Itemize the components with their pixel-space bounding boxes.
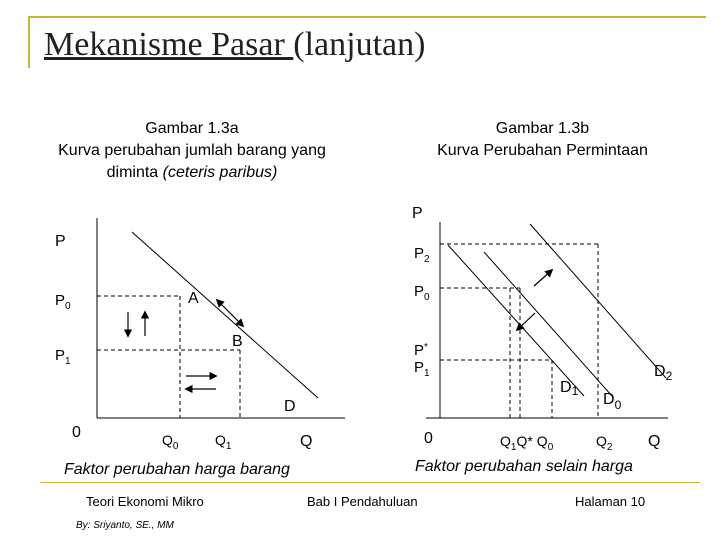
- figure-a-quantity-label-q0: $Q_0$: [162, 432, 179, 452]
- figure-a-origin: 0: [72, 424, 81, 441]
- figure-b-demand-curve-d1: [448, 245, 584, 396]
- figure-a-caption-line3-italic: (ceteris paribus): [162, 164, 278, 181]
- figure-a-caption-line2: Kurva perubahan jumlah barang yang: [58, 142, 326, 159]
- figure-a-arrow-along-curve: [217, 300, 243, 326]
- figure-a-quantity-label-q1: $Q_1$: [215, 432, 232, 452]
- figure-b-diagram: [412, 205, 673, 475]
- figure-b-origin: 0: [424, 430, 433, 447]
- figure-a-curve-label: D: [284, 398, 296, 415]
- figure-b-curve-label-d1: D1: [560, 379, 579, 398]
- figure-a-demand-curve: [132, 232, 318, 398]
- figure-b-caption-line2: Kurva Perubahan Permintaan: [437, 142, 648, 159]
- figure-b-quantity-label-q1: Q: [500, 433, 511, 449]
- figure-b-price-label-p1: $P_1$: [414, 359, 430, 379]
- figure-b-arrow-shift-left: [517, 313, 535, 330]
- figure-a-x-label: Q: [300, 433, 313, 450]
- figure-b-y-label: P: [412, 205, 423, 222]
- figure-b-arrow-shift-right: [534, 270, 552, 286]
- figure-a-caption-line1: Gambar 1.3a: [145, 120, 239, 137]
- footer-author: By: Sriyanto, SE., MM: [76, 520, 174, 531]
- figure-a-price-label-p0: $P_0$: [55, 292, 71, 312]
- figure-b-curve-label-d0: $D_0$: [603, 391, 622, 412]
- figure-a-diagram: [55, 218, 345, 478]
- figure-b-price-label-pstar: P*: [414, 342, 428, 359]
- figure-b-quantity-label-qstar: Q*: [516, 433, 533, 449]
- figure-a-point-a: A: [188, 290, 199, 307]
- footer-center: Bab I Pendahuluan: [307, 494, 418, 509]
- figure-b-caption-line1: Gambar 1.3b: [495, 120, 590, 137]
- figure-a-point-b: B: [232, 333, 243, 350]
- figure-b-quantity-label-q0: Q: [536, 433, 548, 449]
- figure-b-quantity-labels: $Q_1Q*$ $Q_0$: [500, 433, 554, 453]
- footer-left: Teori Ekonomi Mikro: [86, 494, 204, 509]
- figure-b-footnote: Faktor perubahan selain harga: [415, 458, 633, 475]
- figure-b-price-label-p0: $P_0$: [414, 283, 430, 303]
- figure-b-curve-label-d2: $D_2$: [654, 363, 673, 383]
- figure-a-y-label: P: [55, 233, 66, 250]
- figure-a-caption-line3-normal: diminta: [106, 164, 163, 181]
- figure-a-price-label-p1: $P_1$: [55, 347, 71, 367]
- footer-right: Halaman 10: [575, 494, 646, 509]
- slide-title-sub: (lanjutan): [293, 26, 426, 63]
- figure-b-quantity-label-q2: $Q_2$: [596, 433, 613, 453]
- figure-b-price-label-p2: $P_2$: [414, 245, 430, 265]
- figure-b-x-label: Q: [648, 433, 661, 450]
- figure-a-footnote: Faktor perubahan harga barang: [64, 461, 290, 478]
- slide-title-main: Mekanisme Pasar: [44, 26, 294, 63]
